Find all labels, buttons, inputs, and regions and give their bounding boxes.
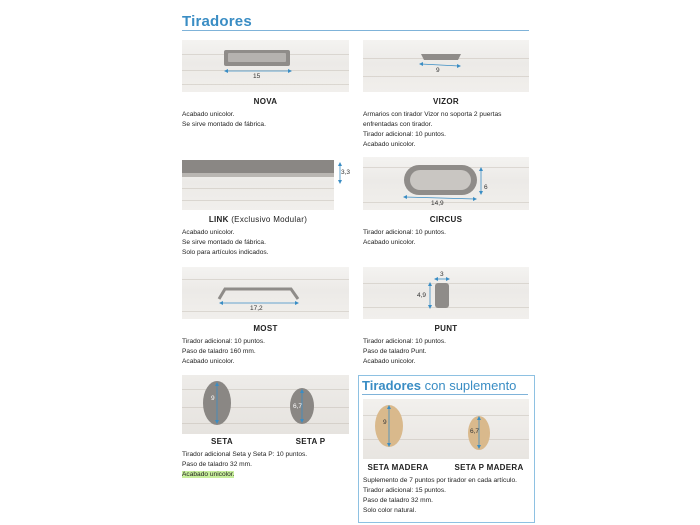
most-photo	[182, 267, 349, 319]
circus-photo	[363, 157, 529, 210]
seta-description: Tirador adicional Seta y Seta P: 10 puntos. Paso de taladro 32 mm. Acabado unicolor.	[182, 451, 308, 478]
seta-p-name: SETA P	[295, 437, 326, 446]
vizor-description: Armarios con tirador Vizor no soporta 2 puertas enfrentadas con tirador. Tirador adicional: 10 puntos. Acabado unicolor.	[363, 111, 502, 148]
punt-description: Tirador adicional: 10 puntos. Paso de taladro Punt. Acabado unicolor.	[363, 338, 446, 365]
nova-dimension: 15	[253, 73, 261, 80]
circus-height: 6	[484, 184, 488, 191]
section-title: Tiradores	[182, 13, 252, 30]
most-handle-drawing	[182, 267, 349, 319]
circus-width: 14,9	[431, 200, 444, 207]
nova-description: Acabado unicolor. Se sirve montado de fábrica.	[182, 111, 266, 128]
link-dimension: 3,3	[341, 169, 351, 176]
seta-name: SETA	[211, 437, 233, 446]
vizor-photo	[363, 40, 529, 92]
seta-madera-name: SETA MADERA	[367, 463, 429, 472]
suplemento-title-rule	[362, 394, 528, 395]
suplemento-title: Tiradores con suplemento	[362, 378, 517, 393]
title-rule	[182, 30, 529, 31]
seta-madera-dimension: 9	[383, 419, 387, 426]
nova-handle-drawing	[182, 40, 349, 92]
vizor-dimension: 9	[436, 67, 440, 74]
punt-height: 4,9	[417, 292, 427, 299]
seta-highlighted-finish: Acabado unicolor.	[182, 471, 235, 478]
most-dimension: 17,2	[250, 305, 263, 312]
link-handle-drawing	[182, 160, 334, 210]
suplemento-description: Suplemento de 7 puntos por tirador en cada artículo. Tirador adicional: 15 puntos. Paso de taladro 32 mm. Solo color natural.	[363, 477, 517, 514]
link-name: LINK (Exclusivo Modular)	[208, 215, 308, 224]
nova-photo	[182, 40, 349, 92]
seta-handle-drawing	[182, 375, 349, 434]
seta-p-dimension: 6,7	[293, 403, 303, 410]
link-photo	[182, 160, 334, 210]
nova-name: NOVA	[253, 97, 278, 106]
punt-handle-drawing	[363, 267, 529, 319]
vizor-handle-drawing	[363, 40, 529, 92]
seta-madera-photo	[363, 399, 529, 459]
most-description: Tirador adicional: 10 puntos. Paso de taladro 160 mm. Acabado unicolor.	[182, 338, 265, 365]
seta-p-madera-dimension: 6,7	[470, 428, 480, 435]
vizor-name: VIZOR	[433, 97, 459, 106]
circus-name: CIRCUS	[429, 215, 463, 224]
link-description: Acabado unicolor. Se sirve montado de fábrica. Solo para artículos indicados.	[182, 229, 269, 256]
seta-madera-handle-drawing	[363, 399, 529, 459]
seta-p-madera-name: SETA P MADERA	[454, 463, 524, 472]
punt-width: 3	[440, 271, 444, 278]
seta-dimension: 9	[211, 395, 215, 402]
circus-description: Tirador adicional: 10 puntos. Acabado unicolor.	[363, 229, 446, 246]
seta-photo	[182, 375, 349, 434]
punt-photo	[363, 267, 529, 319]
punt-name: PUNT	[434, 324, 458, 333]
most-name: MOST	[253, 324, 278, 333]
circus-handle-drawing	[363, 157, 529, 210]
